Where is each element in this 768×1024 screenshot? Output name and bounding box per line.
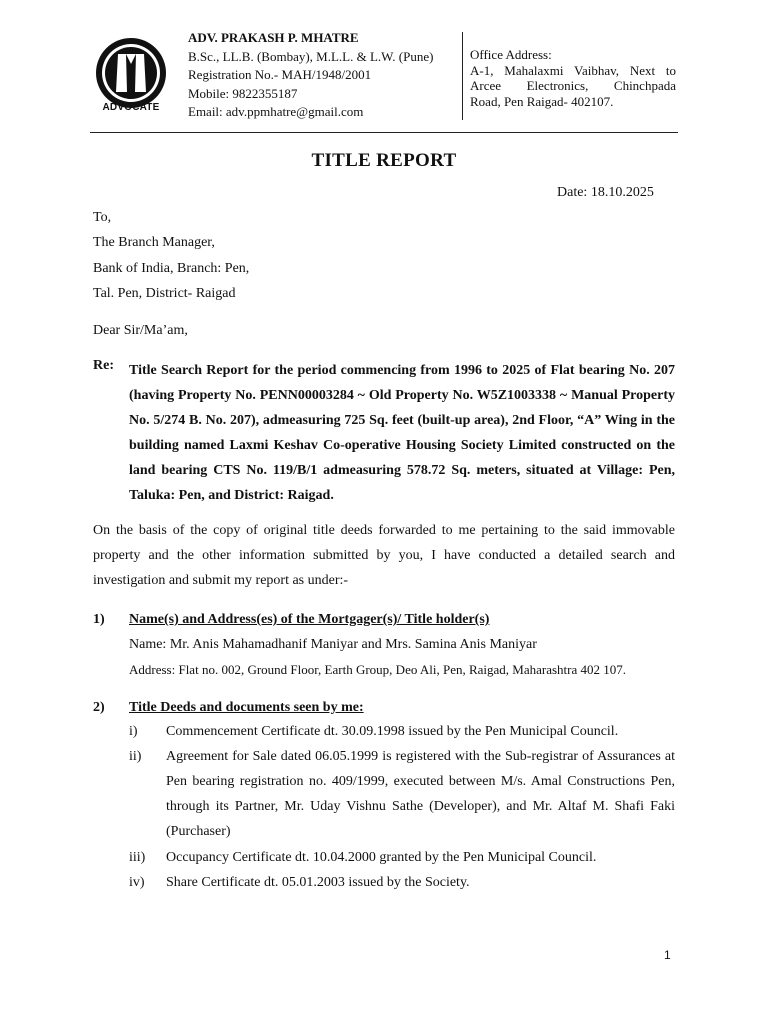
mobile-number: Mobile: 9822355187: [188, 85, 298, 101]
subject-text: Title Search Report for the period commencing from 1996 to 2025 of Flat bearing No. 207 (having Property No. PENN00003284 ~ Old Property No. W5Z1003338 ~ Manual Property No. 5/274 B. No. 207), admeasuring 725 Sq. feet (built-up area), 2nd Floor, “A” Wing in the building named Laxmi Keshav Co-operative Housing Society Limited constructed on the land bearing CTS No. 119/B/1 admeasuring 578.72 Sq. meters, situated at Village: Pen, Taluka: Pen, and District: Raigad.: [129, 363, 675, 503]
advocate-details: [188, 29, 433, 122]
section-heading: Name(s) and Address(es) of the Mortgager(s)/ Title holder(s): [129, 612, 490, 627]
salutation: Dear Sir/Ma’am,: [93, 323, 188, 338]
advocate-emblem-icon: [94, 36, 168, 110]
item-numeral: iii): [129, 850, 146, 865]
item-numeral: iv): [129, 875, 145, 890]
addressee-line: Bank of India, Branch: Pen,: [93, 261, 250, 276]
section-heading: Title Deeds and documents seen by me:: [129, 700, 364, 715]
item-numeral: ii): [129, 749, 142, 764]
mortgager-address: Address: Flat no. 002, Ground Floor, Earth Group, Deo Ali, Pen, Raigad, Maharashtra 402 107.: [129, 662, 627, 677]
advocate-name: ADV. PRAKASH P. MHATRE: [188, 30, 359, 45]
section-number: 1): [93, 612, 105, 627]
item-numeral: i): [129, 724, 138, 739]
logo-caption: ADVOCATE: [102, 102, 160, 113]
addressee-line: Tal. Pen, District- Raigad: [93, 286, 236, 301]
letterhead-divider: [462, 32, 463, 120]
office-address-line: Arcee Electronics, Chinchpada: [470, 78, 676, 93]
page-title: TITLE REPORT: [311, 150, 457, 171]
document-item: Commencement Certificate dt. 30.09.1998 issued by the Pen Municipal Council.: [166, 724, 619, 739]
addressee-to: To,: [93, 210, 112, 225]
document-item: Occupancy Certificate dt. 10.04.2000 granted by the Pen Municipal Council.: [166, 850, 597, 865]
registration-number: Registration No.- MAH/1948/2001: [188, 67, 372, 82]
office-address-label: Office Address:: [470, 47, 552, 62]
addressee-line: The Branch Manager,: [93, 235, 215, 250]
office-address-line: Road, Pen Raigad- 402107.: [470, 93, 614, 109]
email-address: Email: adv.ppmhatre@gmail.com: [188, 104, 364, 119]
subject-label: Re:: [93, 358, 114, 373]
mortgager-name: Name: Mr. Anis Mahamadhanif Maniyar and Mrs. Samina Anis Maniyar: [129, 637, 537, 652]
office-address: [470, 47, 676, 109]
letterhead-rule: [90, 132, 678, 133]
office-address-line: A-1, Mahalaxmi Vaibhav, Next to: [470, 62, 676, 78]
intro-paragraph: On the basis of the copy of original title deeds forwarded to me pertaining to the said immovable property and the other information submitted by you, I have conducted a detailed search and investigation and submit my report as under:-: [93, 523, 675, 588]
report-date: Date: 18.10.2025: [557, 185, 654, 200]
document-item: Share Certificate dt. 05.01.2003 issued by the Society.: [166, 875, 470, 890]
section-number: 2): [93, 700, 105, 715]
qualifications: B.Sc., LL.B. (Bombay), M.L.L. & L.W. (Pune): [188, 48, 434, 64]
page-number: 1: [664, 948, 671, 962]
document-item: Agreement for Sale dated 06.05.1999 is registered with the Sub-registrar of Assurances at Pen bearing registration no. 409/1999, executed between M/s. Amal Constructions Pen, through its Partner, Mr. Uday Vishnu Sathe (Developer), and Mr. Altaf M. Shafi Faki (Purchaser): [166, 749, 675, 839]
